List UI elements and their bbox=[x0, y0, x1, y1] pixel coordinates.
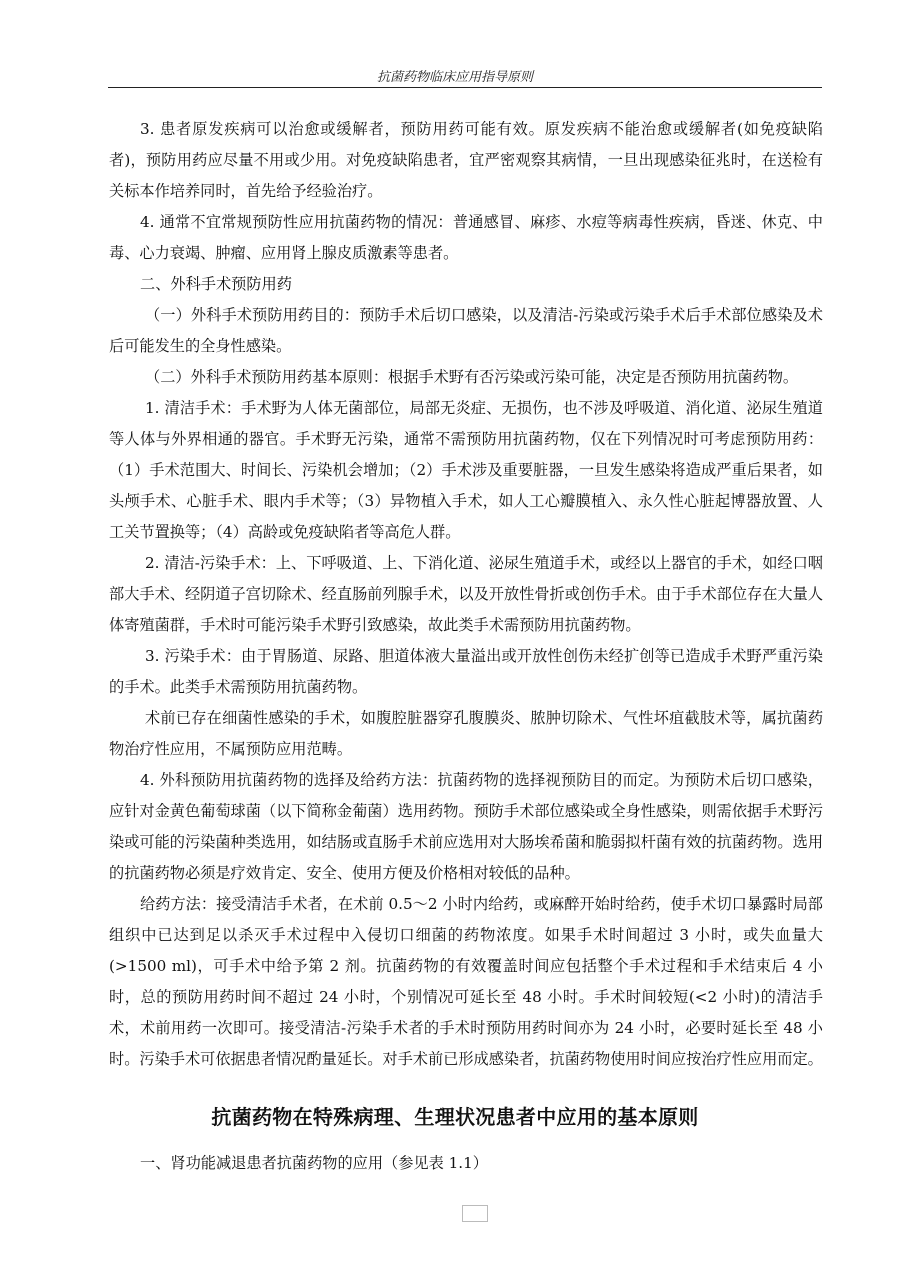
section-title: 抗菌药物在特殊病理、生理状况患者中应用的基本原则 bbox=[211, 1105, 699, 1129]
header-rule bbox=[108, 87, 822, 88]
running-header: 抗菌药物临床应用指导原则 bbox=[376, 70, 533, 85]
paragraph-clean-surgery: 1. 清洁手术：手术野为人体无菌部位，局部无炎症、无损伤，也不涉及呼吸道、消化道、泌尿生殖道等人体与外界相通的器官。手术野无污染，通常不需预防用抗菌药物，仅在下列情况时可考虑预防用药：（1）手术范围大、时间长、污染机会增加；（2）手术涉及重要脏器，一旦发生感染将造成严重后果者，如头颅手术、心脏手术、眼内手术等；（3）异物植入手术，如人工心瓣膜植入、永久性心脏起博器放置、人工关节置换等；（4）高龄或免疫缺陷者等高危人群。 bbox=[109, 399, 823, 541]
paragraph-principle: （二）外科手术预防用药基本原则：根据手术野有否污染或污染可能，决定是否预防用抗菌药物。 bbox=[145, 368, 799, 386]
paragraph-contaminated: 3. 污染手术：由于胃肠道、尿路、胆道体液大量溢出或开放性创伤未经扩创等已造成手术野严重污染的手术。此类手术需预防用抗菌药物。 bbox=[109, 647, 823, 696]
subheading-renal-impairment: 一、肾功能减退患者抗菌药物的应用（参见表 1.1） bbox=[140, 1154, 488, 1172]
paragraph-preexisting-infection: 术前已存在细菌性感染的手术，如腹腔脏器穿孔腹膜炎、脓肿切除术、气性坏疽截肢术等，属抗菌药物治疗性应用，不属预防应用范畴。 bbox=[109, 709, 823, 758]
document-body bbox=[109, 114, 823, 1075]
page-number-box bbox=[462, 1205, 488, 1222]
paragraph-purpose: （一）外科手术预防用药目的：预防手术后切口感染，以及清洁-污染或污染手术后手术部位感染及术后可能发生的全身性感染。 bbox=[109, 306, 823, 355]
paragraph-clean-contaminated: 2. 清洁-污染手术：上、下呼吸道、上、下消化道、泌尿生殖道手术，或经以上器官的手术，如经口咽部大手术、经阴道子宫切除术、经直肠前列腺手术，以及开放性骨折或创伤手术。由于手术部位存在大量人体寄殖菌群，手术时可能污染手术野引致感染，故此类手术需预防用抗菌药物。 bbox=[109, 554, 823, 634]
paragraph-1: 3. 患者原发疾病可以治愈或缓解者，预防用药可能有效。原发疾病不能治愈或缓解者(如免疫缺陷者)，预防用药应尽量不用或少用。对免疫缺陷患者，宜严密观察其病情，一旦出现感染征兆时，在送检有关标本作培养同时，首先给予经验治疗。 bbox=[109, 120, 823, 200]
paragraph-dosing-method: 给药方法：接受清洁手术者，在术前 0.5～2 小时内给药，或麻醉开始时给药，使手术切口暴露时局部组织中已达到足以杀灭手术过程中入侵切口细菌的药物浓度。如果手术时间超过 3 小时，或失血量大(>1500 ml)，可手术中给予第 2 剂。抗菌药物的有效覆盖时间应包括整个手术过程和手术结束后 4 小时，总的预防用药时间不超过 24 小时，个别情况可延长至 48 小时。手术时间较短(<2 小时)的清洁手术，术前用药一次即可。接受清洁-污染手术者的手术时预防用药时间亦为 24 小时，必要时延长至 48 小时。污染手术可依据患者情况酌量延长。对手术前已形成感染者，抗菌药物使用时间应按治疗性应用而定。 bbox=[109, 895, 823, 1068]
subheading-surgical-prophylaxis: 二、外科手术预防用药 bbox=[140, 275, 292, 293]
paragraph-drug-selection: 4. 外科预防用抗菌药物的选择及给药方法：抗菌药物的选择视预防目的而定。为预防术后切口感染，应针对金黄色葡萄球菌（以下简称金葡菌）选用药物。预防手术部位感染或全身性感染，则需依据手术野污染或可能的污染菌种类选用，如结肠或直肠手术前应选用对大肠埃希菌和脆弱拟杆菌有效的抗菌药物。选用的抗菌药物必须是疗效肯定、安全、使用方便及价格相对较低的品种。 bbox=[109, 771, 823, 882]
paragraph-2: 4. 通常不宜常规预防性应用抗菌药物的情况：普通感冒、麻疹、水痘等病毒性疾病，昏迷、休克、中毒、心力衰竭、肿瘤、应用肾上腺皮质激素等患者。 bbox=[109, 213, 823, 262]
